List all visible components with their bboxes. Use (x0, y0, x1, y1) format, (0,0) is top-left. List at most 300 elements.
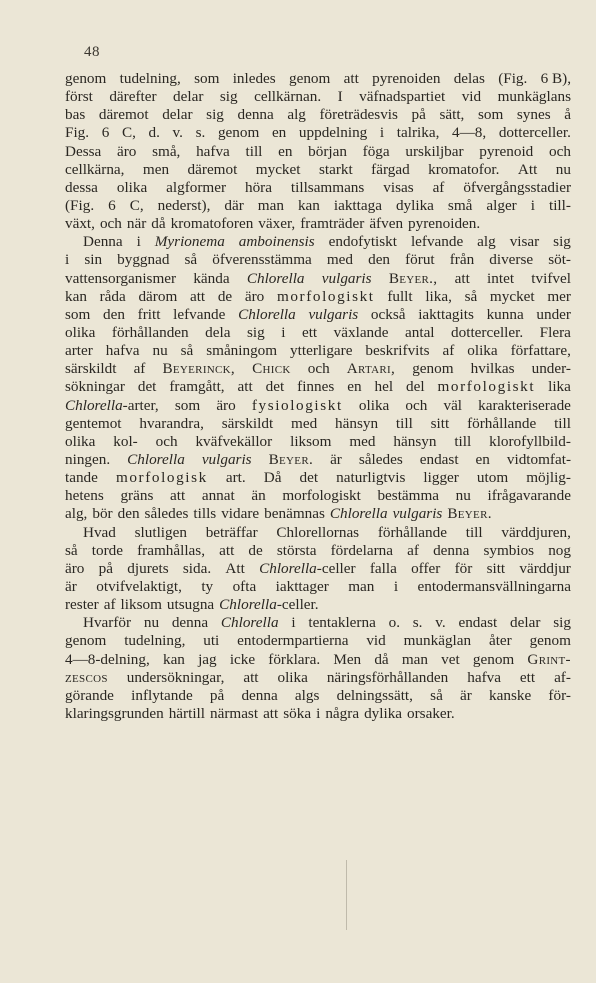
word: söt- (548, 251, 571, 269)
word-group (454, 433, 471, 451)
italic-word: Chlorella (65, 396, 123, 414)
word: af (407, 541, 419, 559)
word: värddjuren, (501, 523, 571, 541)
word: af- (554, 668, 571, 686)
word-group (456, 487, 471, 505)
word: kol- (113, 432, 138, 450)
word-group (109, 88, 156, 106)
word-group (152, 342, 167, 360)
word: värddjur (519, 559, 571, 577)
word-group (455, 270, 470, 288)
word-group (526, 469, 571, 487)
word-group (407, 705, 455, 723)
word: hafva (105, 342, 140, 360)
word-group (241, 687, 277, 705)
word: alger (486, 196, 517, 214)
word: ofta (232, 577, 257, 595)
word: olika (277, 668, 308, 686)
text-line (65, 197, 571, 215)
spaced-word: morfologisk (115, 469, 208, 487)
word-group (431, 415, 450, 433)
word: -arter, (122, 396, 159, 414)
word: denna (433, 541, 470, 559)
word-group (536, 306, 571, 324)
text-line (65, 106, 571, 124)
word-group (405, 397, 427, 415)
word: delningssätt, (336, 686, 413, 704)
word: byggnad (117, 251, 170, 269)
word: än (251, 487, 266, 505)
word-group (322, 270, 372, 288)
word-group (206, 106, 224, 124)
word: Fig. (65, 124, 90, 142)
word-group (282, 487, 360, 505)
word: små, (152, 142, 181, 160)
word: Hvarför (83, 614, 132, 632)
word: sätt, (439, 106, 465, 124)
text-line (65, 669, 571, 687)
word: 6 (108, 196, 116, 214)
text-line (65, 505, 571, 523)
word-group (102, 124, 110, 142)
word-group (65, 596, 99, 614)
word: i (316, 704, 321, 722)
word: största (276, 541, 317, 559)
word-group (467, 669, 501, 687)
word-group (269, 451, 313, 469)
word-group (308, 306, 358, 324)
word-group (335, 415, 378, 433)
text-line (65, 270, 571, 288)
word-group (135, 524, 187, 542)
word: framträder (300, 215, 365, 233)
word-group (259, 560, 355, 578)
word: framhållas, (137, 541, 205, 559)
word: alg, (65, 505, 88, 523)
word: genom (65, 70, 107, 87)
word-group (175, 397, 200, 415)
word: diverse (489, 251, 534, 269)
word-group (556, 161, 571, 179)
word: hänsyn (393, 432, 437, 450)
text-line (65, 578, 571, 596)
word-group (221, 614, 279, 632)
word: klorofyllbild- (489, 432, 571, 450)
word-group (169, 378, 224, 396)
word-group (258, 197, 284, 215)
word: de (248, 541, 263, 559)
word-group (483, 542, 534, 560)
word: till- (548, 196, 571, 214)
word: i (136, 233, 141, 251)
word-group (203, 632, 219, 650)
word: nu (143, 614, 160, 632)
word-group (145, 505, 189, 523)
word-group (396, 197, 434, 215)
word-group (127, 669, 225, 687)
word-group (370, 560, 397, 578)
word: också (370, 305, 406, 323)
word: lefvande (410, 233, 464, 251)
text-line (65, 469, 571, 487)
word-group (103, 306, 125, 324)
word-group (463, 179, 571, 197)
word: cellkärna, (65, 160, 125, 178)
word: endast (419, 450, 459, 468)
word-group (540, 324, 571, 342)
word-group (120, 70, 181, 88)
word-group (344, 70, 359, 88)
text-line (65, 251, 571, 269)
word-group (548, 251, 571, 269)
word: benämnas (264, 505, 325, 523)
word: nu (152, 342, 168, 360)
word: -celler. (276, 596, 319, 614)
word-group (430, 687, 443, 705)
word: denna (171, 614, 209, 632)
word: dotterceller. (498, 124, 571, 142)
word-group (206, 524, 258, 542)
word: under (536, 305, 571, 323)
word: så (65, 541, 78, 559)
word-group (408, 215, 480, 233)
word: således (144, 505, 189, 523)
word: ett (519, 668, 536, 686)
word: författare, (510, 342, 571, 360)
italic-word: amboinensis (238, 233, 315, 251)
word: nu (455, 487, 471, 505)
word-group (181, 342, 194, 360)
word: munkäglans (497, 88, 571, 106)
word: munkäglan (403, 632, 472, 650)
text-line (65, 487, 571, 505)
word: dessa (65, 178, 98, 196)
word: möjlig- (526, 469, 571, 487)
text-line (65, 70, 571, 88)
word-group (238, 378, 253, 396)
italic-word: vulgaris (321, 269, 372, 287)
word-group (393, 433, 436, 451)
word: att (189, 287, 206, 305)
word: som (194, 70, 220, 87)
word-group (276, 524, 359, 542)
word: lika, (425, 287, 452, 305)
word-group (405, 143, 463, 161)
word-group (471, 360, 515, 378)
word-group (143, 161, 169, 179)
word: företrädesvis (319, 106, 398, 124)
word-group (518, 161, 537, 179)
word-group (383, 179, 413, 197)
word: då (374, 650, 389, 668)
word-group (517, 106, 551, 124)
word: öfvergångsstadier (463, 178, 571, 196)
italic-word: Chlorella (219, 596, 277, 614)
word-group (185, 251, 198, 269)
word: och (405, 396, 428, 414)
word-group (336, 469, 405, 487)
word-group (467, 342, 497, 360)
word: genom (289, 70, 331, 87)
word: är (65, 577, 77, 595)
word: ligger (423, 469, 459, 487)
word-group (65, 124, 89, 142)
word-group (411, 560, 440, 578)
word-group (455, 560, 473, 578)
word: växlande (333, 323, 389, 341)
word-group (374, 651, 388, 669)
word-group (450, 251, 474, 269)
word: beskrifvits (365, 342, 430, 360)
word: så (464, 287, 478, 305)
word: det (137, 378, 157, 396)
word-group (489, 632, 512, 650)
word: med (291, 414, 318, 432)
word-group (302, 324, 317, 342)
word: förhållande (467, 414, 537, 432)
word-group (277, 288, 375, 306)
word-group (252, 397, 343, 415)
word: delar (173, 88, 204, 106)
word-group (149, 124, 160, 142)
word-group (447, 505, 491, 523)
word: och (99, 215, 122, 233)
word-group (155, 233, 225, 251)
word-group (245, 179, 272, 197)
word-group (124, 632, 185, 650)
word-group (245, 288, 264, 306)
word: visar (509, 233, 540, 251)
word: delar (510, 614, 541, 632)
word: Hvad (83, 523, 116, 541)
word-group (300, 469, 319, 487)
text-line (65, 143, 571, 161)
word-group (108, 197, 116, 215)
word-group (167, 596, 214, 614)
word-group (65, 669, 108, 687)
word-group (473, 651, 514, 669)
word: talrika, (396, 124, 440, 142)
word-group (254, 88, 321, 106)
word: undersökningar, (126, 668, 225, 686)
text-line (65, 124, 571, 142)
word: kunna (486, 305, 524, 323)
text-line (65, 614, 571, 632)
word: synes (516, 106, 551, 124)
word: i (379, 124, 385, 142)
word: vidare (221, 505, 260, 523)
word: uti (203, 632, 220, 650)
word: liksom (120, 596, 162, 614)
word: där (224, 196, 244, 214)
word: åter (488, 632, 512, 650)
word: till (554, 414, 571, 432)
word: cellkärnan. (254, 88, 322, 106)
word: Dessa (65, 142, 102, 160)
word-group (387, 288, 412, 306)
word: att (170, 487, 186, 505)
word: hetens (65, 487, 104, 505)
word-group (65, 324, 95, 342)
word: dylika (364, 704, 403, 722)
word: 6 B), (540, 70, 571, 87)
word: -celler (316, 559, 356, 577)
word-group (531, 197, 535, 215)
word-group (224, 197, 243, 215)
word-group (489, 687, 531, 705)
word-group (112, 324, 189, 342)
word: kromatoforen (170, 215, 254, 233)
word-group (308, 143, 347, 161)
word: söka (283, 704, 312, 722)
text-line (65, 306, 571, 324)
word: några (325, 704, 360, 722)
word: däremot (187, 160, 238, 178)
word-group (359, 88, 445, 106)
word-group (479, 143, 533, 161)
word-group (439, 106, 464, 124)
word: antal (405, 323, 435, 341)
small-caps-word: Grint- (527, 650, 571, 668)
word: Att (517, 160, 538, 178)
italic-word: vulgaris (201, 450, 252, 468)
word: o. (388, 614, 400, 632)
word-group (138, 288, 177, 306)
word: denna (237, 106, 274, 124)
word: då (151, 215, 166, 233)
word-group (138, 378, 157, 396)
word-group (65, 251, 69, 269)
word-group (433, 179, 445, 197)
word-group (252, 360, 291, 378)
word: Då (263, 469, 282, 487)
word-group (519, 560, 570, 578)
word: entodermansvällningarna (417, 577, 571, 595)
word-group (65, 415, 122, 433)
word-group (363, 143, 390, 161)
word-group (412, 106, 426, 124)
word: kan (162, 650, 185, 668)
word-group (99, 560, 113, 578)
word: (Fig. (65, 196, 95, 214)
text-line (65, 342, 571, 360)
word-group (487, 306, 524, 324)
word-group (527, 651, 571, 669)
text-line (65, 560, 571, 578)
word: å (564, 106, 571, 124)
word: att (343, 70, 359, 87)
word: dylika (395, 196, 434, 214)
word-group (170, 487, 185, 505)
word: för- (548, 686, 571, 704)
word: öfverensstämma (212, 251, 312, 269)
word: visas (383, 178, 414, 196)
word: de (217, 287, 233, 305)
word-group (210, 687, 224, 705)
word-group (131, 687, 193, 705)
word: orsaker. (407, 704, 455, 722)
word-group (173, 124, 183, 142)
word: på (209, 686, 225, 704)
word-group (541, 70, 571, 88)
word-group (137, 233, 141, 251)
word: olika (116, 178, 148, 196)
word-group (162, 106, 192, 124)
word-group (65, 651, 150, 669)
word-group (139, 415, 204, 433)
italic-word: Chlorella (220, 614, 279, 632)
word: inflytande (131, 686, 193, 704)
word: endofytiskt (328, 233, 397, 251)
word-group (127, 451, 185, 469)
word-group (220, 88, 238, 106)
word: därefter (109, 88, 157, 106)
word-group (553, 614, 571, 632)
word-group (442, 342, 454, 360)
word-group (264, 505, 325, 523)
word: tande (65, 469, 98, 487)
word: man (257, 196, 284, 214)
word-group (448, 197, 472, 215)
word: endast (458, 614, 498, 632)
word: af (133, 360, 146, 378)
word: man (348, 577, 375, 595)
word: sin (84, 251, 103, 269)
word-group (247, 324, 265, 342)
word: förhållanden (111, 323, 189, 341)
word-group (99, 106, 149, 124)
word: till (465, 523, 483, 541)
word: hänsyn (335, 414, 379, 432)
text-line (65, 415, 571, 433)
word-group (121, 596, 162, 614)
word-group (276, 578, 329, 596)
text-line (65, 378, 571, 396)
word-group (183, 560, 211, 578)
word-group (65, 451, 110, 469)
word: utsugna (166, 596, 215, 614)
word-group (65, 433, 95, 451)
word: uppdelning (298, 124, 368, 142)
word: mer (547, 287, 571, 305)
word: pyrenoiden. (408, 215, 481, 233)
word-group (106, 342, 140, 360)
word-group (84, 251, 102, 269)
word: äro (244, 287, 265, 305)
word-group (263, 705, 278, 723)
word: genom (472, 650, 515, 668)
small-caps-word: Beyer. (268, 450, 314, 468)
text-line (65, 632, 571, 650)
word: vid (461, 88, 482, 106)
word-group (226, 469, 246, 487)
word-group (465, 288, 478, 306)
word-group (460, 687, 472, 705)
word-group (65, 215, 95, 233)
word: äro (116, 142, 137, 160)
word-group (287, 106, 306, 124)
text-line (65, 233, 571, 251)
word: olika (467, 342, 498, 360)
word: särskildt (65, 360, 117, 378)
word: slutligen (134, 523, 187, 541)
word-group (258, 215, 295, 233)
word-group (202, 451, 252, 469)
text-line (65, 215, 571, 233)
word-group (65, 360, 116, 378)
word-group (65, 143, 101, 161)
word-group (173, 306, 225, 324)
